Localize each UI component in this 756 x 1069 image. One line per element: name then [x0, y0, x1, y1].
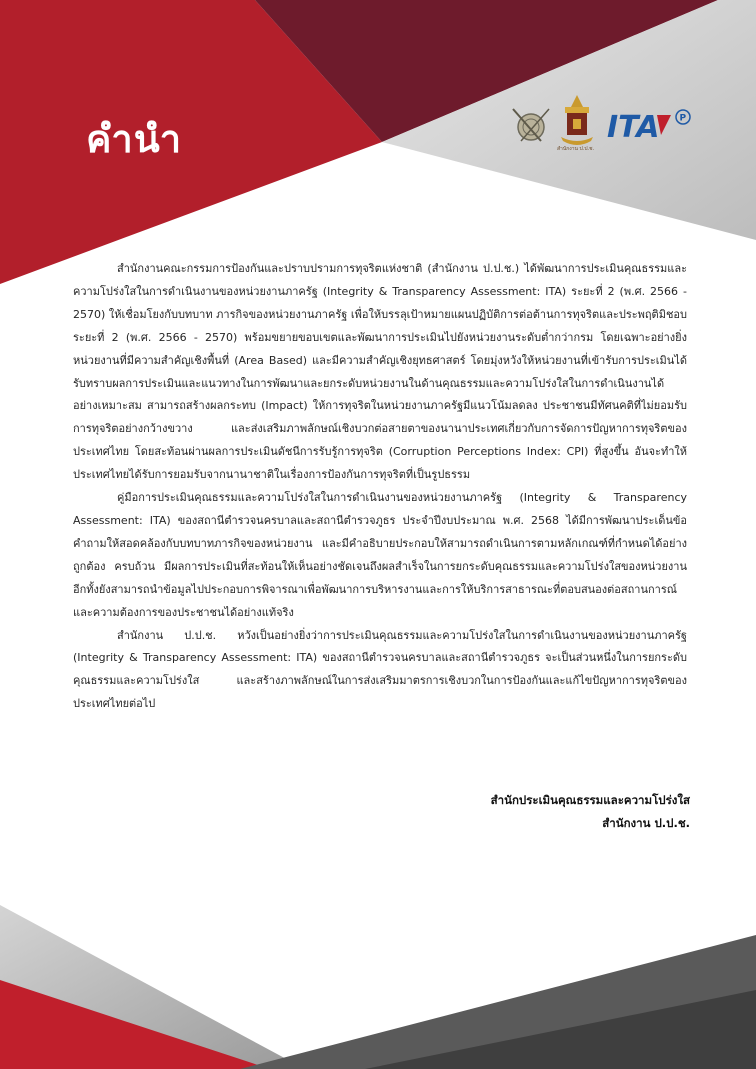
- nacc-emblem-icon: [561, 95, 593, 145]
- preface-body: [73, 258, 687, 716]
- emblem-icon: [513, 109, 549, 141]
- signature-block: [491, 789, 690, 835]
- page-title: คำนำ: [86, 117, 183, 161]
- paragraph-2: คู่มือการประเมินคุณธรรมและความโปร่งใสในการดำเนินงานของหน่วยงานภาครัฐ (Integrity & Transparency Assessment: ITA) ของสถานีตำรวจนครบาลและสถานีตำรวจภูธร ประจำปีงบประมาณ พ.ศ. 2568 ได้มีการพัฒนาประเด็นข้อคำถามให้สอดคล้องกับบทบาทภารกิจของหน่วยงาน และมีคำอธิบายประกอบให้สามารถดำเนินการตามหลักเกณฑ์ที่กำหนดได้อย่างถูกต้อง ครบถ้วน มีผลการประเมินที่สะท้อนให้เห็นอย่างชัดเจนถึงผลสำเร็จในการยกระดับคุณธรรมและความโปร่งใสของหน่วยงาน อีกทั้งยังสามารถนำข้อมูลไปประกอบการพิจารณาเพื่อพัฒนาการบริหารงานและการให้บริการสาธารณะที่ตอบสนองต่อสถานการณ์และความต้องการของประชาชนได้อย่างแท้จริง: [73, 491, 687, 619]
- svg-text:ITA: ITA: [607, 110, 660, 145]
- logo-group: [505, 93, 695, 155]
- signature-agency: สำนักงาน ป.ป.ช.: [602, 816, 690, 830]
- paragraph-3: สำนักงาน ป.ป.ช. หวังเป็นอย่างยิ่งว่าการประเมินคุณธรรมและความโปร่งใสในการดำเนินงานของหน่วยงานภาครัฐ (Integrity & Transparency Assessment: ITA) ของสถานีตำรวจนครบาลและสถานีตำรวจภูธร จะเป็นส่วนหนึ่งในการยกระดับคุณธรรมและความโปร่งใส และสร้างภาพลักษณ์ในการส่งเสริมมาตรการเชิงบวกในการป้องกันและแก้ไขปัญหาการทุจริตของประเทศไทยต่อไป: [73, 628, 687, 711]
- paragraph-1: สำนักงานคณะกรรมการป้องกันและปราบปรามการทุจริตแห่งชาติ (สำนักงาน ป.ป.ช.) ได้พัฒนาการประเมินคุณธรรมและความโปร่งใสในการดำเนินงานของหน่วยงานภาครัฐ (Integrity & Transparency Assessment: ITA) ระยะที่ 2 (พ.ศ. 2566 - 2570) ให้เชื่อมโยงกับบทบาท ภารกิจของหน่วยงานภาครัฐ เพื่อให้บรรลุเป้าหมายแผนปฏิบัติการต่อต้านการทุจริตและประพฤติมิชอบ ระยะที่ 2 (พ.ศ. 2566 - 2570) พร้อมขยายขอบเขตและพัฒนาการประเมินไปยังหน่วยงานระดับต่ำกว่ากรม โดยเฉพาะอย่างยิ่งหน่วยงานที่มีความสำคัญเชิงพื้นที่ (Area Based) และมีความสำคัญเชิงยุทธศาสตร์ โดยมุ่งหวังให้หน่วยงานที่เข้ารับการประเมินได้รับทราบผลการประเมินและแนวทางในการพัฒนาและยกระดับหน่วยงานในด้านคุณธรรมและความโปร่งใสในการดำเนินงานได้อย่างเหมาะสม สามารถสร้างผลกระทบ (Impact) ให้การทุจริตในหน่วยงานภาครัฐมีแนวโน้มลดลง ประชาชนมีทัศนคติที่ไม่ยอมรับการทุจริตอย่างกว้างขวาง และส่งเสริมภาพลักษณ์เชิงบวกต่อสายตาของนานาประเทศเกี่ยวกับการจัดการปัญหาการทุจริตของประเทศไทย โดยสะท้อนผ่านผลการประเมินดัชนีการรับรู้การทุจริต (Corruption Perceptions Index: CPI) ที่สูงขึ้น อันจะทำให้ประเทศไทยได้รับการยอมรับจากนานาชาติในเรื่องการป้องกันการทุจริตที่เป็นรูปธรรม: [73, 262, 687, 482]
- nacc-caption: สำนักงาน ป.ป.ช.: [557, 146, 595, 152]
- ita-logo: [607, 110, 690, 145]
- signature-office: สำนักประเมินคุณธรรมและความโปร่งใส: [490, 793, 690, 807]
- ita-badge: P: [679, 113, 687, 124]
